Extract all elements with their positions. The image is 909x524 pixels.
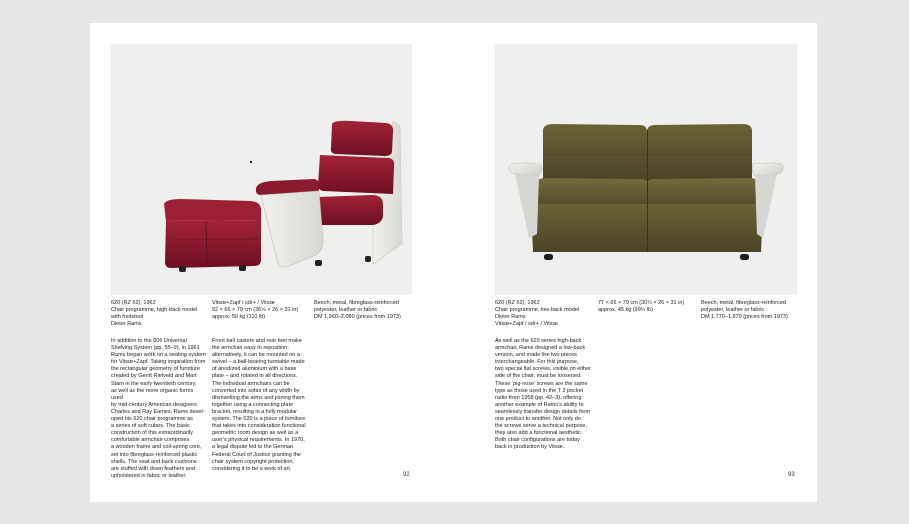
body-text-column-1 (495, 338, 593, 452)
body-line: upholstered in fabric or leather. (111, 472, 187, 479)
body-line: As well as the 620 series high-back (495, 338, 582, 344)
body-line: a wooden frame and coil-spring core, (111, 444, 202, 451)
body-line: they also add a functional aesthetic. (495, 430, 583, 437)
body-line: Federal Court of Justice granting the (212, 451, 301, 458)
high-back-armchair-photo (111, 44, 412, 295)
body-line: the armchair easy to reposition; (212, 345, 289, 352)
body-line: are stuffed with down feathers and (111, 465, 195, 472)
caption-line: Vitsœ+Zapf / sdr+ / Vitsœ (495, 321, 558, 328)
caption-line: Vitsœ+Zapf / sdr+ / Vitsœ (212, 300, 275, 306)
high-back-armchair-illustration (111, 44, 412, 295)
body-text-column-2 (212, 338, 308, 473)
body-line: version, and made the two pieces (495, 352, 577, 359)
body-line: system. The 620 is a piece of furniture (212, 416, 306, 423)
caption-line: 620 (RZ 62), 1962 (495, 300, 540, 306)
body-line: plate – and rotated in all directions. (212, 373, 298, 380)
caption-line: DM 1,770–1,870 (prices from 1973) (701, 314, 788, 321)
caption-line: 77 × 66 × 79 cm (30¼ × 26 × 31 in) (598, 300, 685, 306)
body-line: the screws serve a technical purpose, (495, 423, 588, 430)
caption-title-column (111, 300, 206, 328)
body-line: In addition to the 606 Universal (111, 338, 187, 344)
caption-line: Beech, metal, fibreglass-reinforced (701, 300, 786, 306)
page-number: 92 (403, 472, 410, 478)
body-line: oped his 620 chair programme as (111, 416, 193, 423)
body-line: bracket, resulting in a fully modular (212, 408, 297, 415)
body-line: alternatively, it can be mounted on a (212, 352, 300, 359)
body-line: as well as the more organic forms used (111, 387, 194, 401)
body-line: for Vitsœ+Zapf. Taking inspiration from (111, 359, 206, 366)
body-line: one product to another. Not only do (495, 416, 581, 423)
caption-dimensions-column (598, 300, 696, 314)
body-line: a series of soft cubes. The basic (111, 423, 190, 430)
caption-line: DM 1,960–2,080 (prices from 1973) (314, 314, 401, 321)
body-line: shells. The seat and back cushions (111, 458, 197, 465)
body-line: of anodized aluminium with a base (212, 366, 297, 373)
caption-line: polyester, leather or fabric (701, 307, 765, 314)
body-line: Rams began work on a seating system (111, 352, 206, 359)
body-line: armchair, Rams designed a low-back (495, 345, 586, 352)
body-line: swivel – a ball-bearing turntable made (212, 359, 305, 366)
caption-line: Dieter Rams (111, 321, 142, 328)
body-line: user’s physical requirements. In 1970, (212, 437, 305, 444)
caption-title-column (495, 300, 593, 328)
left-page (90, 23, 453, 502)
body-line: considering it to be a work of art. (212, 465, 292, 472)
body-line: Both chair configurations are today (495, 437, 580, 444)
body-line: geometric room design as well as a (212, 430, 299, 437)
caption-line: Chair programme, low-back model (495, 307, 580, 314)
body-line: created by Gerrit Rietveld and Mart (111, 373, 197, 380)
body-line: by mid-century American designers (111, 401, 197, 408)
body-line: set into fibreglass-reinforced plastic (111, 451, 198, 458)
caption-line: 92 × 66 × 79 cm (36¼ × 26 × 31 in) (212, 307, 299, 314)
body-line: two special flat screws, visible on either (495, 366, 591, 373)
body-line: that takes into consideration functional (212, 423, 306, 430)
body-line: These ‘pig-nose’ screws are the same (495, 380, 588, 387)
body-line: a legal dispute led to the German (212, 444, 294, 451)
caption-line: approx. 45 kg (99¼ lb) (598, 307, 654, 314)
body-line: converted into sofas of any width by (212, 387, 300, 394)
low-back-sofa-photo (495, 44, 797, 295)
body-line: together using a connecting plate (212, 401, 294, 408)
caption-materials-column (701, 300, 797, 321)
body-line: Shelving System (pp. 55–9), in 1961 (111, 345, 200, 352)
body-line: seamlessly transfer design details from (495, 408, 591, 415)
body-line: construction of this extraordinarily (111, 430, 193, 437)
body-line: Stam in the early twentieth century, (111, 380, 197, 387)
caption-line: approx. 50 kg (110 lb) (212, 314, 266, 321)
body-line: dismantling the arms and joining them (212, 394, 305, 401)
body-line: back in production by Vitsœ. (495, 444, 565, 451)
body-line: interchangeable. For this purpose, (495, 359, 579, 366)
caption-line: with footstool (111, 314, 144, 321)
body-line: The individual armchairs can be (212, 380, 290, 387)
caption-line: Dieter Rams (495, 314, 526, 321)
body-line: Front ball castors and rear feet make (212, 338, 302, 344)
right-page (453, 23, 817, 502)
body-line: side of the chair, must be loosened. (495, 373, 582, 380)
caption-line: 620 (RZ 62), 1962 (111, 300, 156, 306)
caption-dimensions-column (212, 300, 308, 321)
body-line: another example of Rams’s ability to (495, 401, 584, 408)
body-line: Charles and Ray Eames, Rams devel- (111, 408, 205, 415)
body-line: type as those used in the T 3 pocket (495, 387, 584, 394)
body-line: comfortable armchair comprises (111, 437, 190, 444)
low-back-sofa-illustration (495, 44, 797, 295)
body-line: radio from 1958 (pp. 42–3), offering (495, 394, 582, 401)
caption-line: Chair programme, high-back model (111, 307, 198, 314)
body-text-column-1 (111, 338, 206, 480)
book-spread (90, 23, 817, 502)
body-line: chair system copyright protection, (212, 458, 294, 465)
caption-line: polyester, leather or fabric (314, 307, 378, 314)
page-number: 93 (788, 472, 795, 478)
caption-materials-column (314, 300, 412, 321)
body-line: the rectangular geometry of furniture (111, 366, 200, 373)
caption-line: Beech, metal, fibreglass-reinforced (314, 300, 399, 306)
